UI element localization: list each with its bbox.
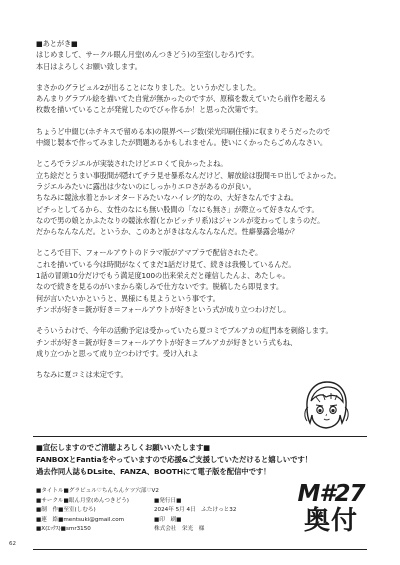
colophon-table xyxy=(36,487,266,535)
afterword-line: そういうわけで、今年の活動予定は受かっていたら夏コミでブルアカの紅門本を刺絡します。 xyxy=(36,326,333,336)
colophon-row xyxy=(36,506,266,516)
colophon-cell: ■連 絡■mentsuki@gmail.com xyxy=(36,516,125,523)
afterword-line: 本日はよろしくお願い致します。 xyxy=(36,61,142,71)
colophon-cell: ■発行日■ xyxy=(154,497,182,504)
afterword-line: 枚数を描いていることが発覚したのでびゃ作るか！と思った次第です。 xyxy=(36,105,263,115)
afterword-line: なので男の娘とかふたなりの競泳水着(とかピッチリ系)はジャンルが変わってしまうのだ。 xyxy=(36,215,325,225)
afterword-line: なので続きを見るのがいまから楽しみで仕方ないです。脱稿したら即見ます。 xyxy=(36,282,283,292)
author-face-icon xyxy=(298,377,354,433)
page-number: 62 xyxy=(9,541,16,547)
divider-top xyxy=(33,436,367,437)
colophon-row xyxy=(36,487,266,497)
colophon-row xyxy=(36,525,266,535)
okuzuke-title-block xyxy=(292,482,370,548)
event-marker: M#27 xyxy=(297,481,365,507)
afterword-paragraph xyxy=(36,158,376,237)
afterword-paragraph xyxy=(36,325,376,359)
afterword-line: ピチっとしてるから、女性のなにも無い股間の「なにも無さ」が際立って好きなんです。 xyxy=(36,204,319,214)
afterword-line: 1話の冒頭10分だけでもう満足度100の出来栄えだと確信したんよ、あたしゃ。 xyxy=(36,271,290,281)
afterword-line: ところでラジエルが実装されたけどエロくて良かったよね。 xyxy=(36,159,228,169)
afterword-line: ちなみに夏コミは未定です。 xyxy=(36,370,128,380)
afterword-line: ところで目下、フォールアウトのドラマ版がアマプラで配信されたぞ。 xyxy=(36,248,263,258)
afterword-text xyxy=(36,38,376,390)
colophon-cell: 2024年 5月 4日 ふたけっと32 xyxy=(154,507,237,514)
divider-bottom xyxy=(33,549,367,550)
colophon-cell: ■制 作■至室(しむろ) xyxy=(36,507,96,514)
afterword-paragraph xyxy=(36,38,376,72)
afterword-line: ちょうど中綴じ(ホチキスで留める本)の限界ページ数(栄光印刷住様)に収まりそうだったので xyxy=(36,126,331,136)
afterword-paragraph xyxy=(36,82,376,116)
afterword-line: はじめまして、サークル眼ん月堂(めんつきどう)の至室(しむろ)です。 xyxy=(36,50,259,60)
promo-section xyxy=(36,442,366,478)
promo-heading: ■宣伝しますのでご清聴よろしくお願いいたします■ xyxy=(36,443,211,452)
colophon-row xyxy=(36,497,266,507)
colophon-cell: ■サークル■眼ん月堂(めんつきどう) xyxy=(36,497,129,504)
promo-line: FANBOXとFantiaをやっていますので応援&ご支援していただけると嬉しいです！ xyxy=(36,455,312,464)
afterword-line: あんまりグラブル絵を描いてた自覚が無かったのですが、原稿を数えていたら前作を超える xyxy=(36,94,327,104)
afterword-line: 成り立つかと思って成り立つわけです。受け入れよ xyxy=(36,348,199,358)
colophon-cell: 株式会社 栄光 様 xyxy=(154,526,205,533)
colophon-cell: ■X(ｴｯｸｽ)■smr3150 xyxy=(36,526,91,533)
promo-line: 過去作同人誌もDLsite、FANZA、BOOTHにて電子版を配信中です！ xyxy=(36,467,271,476)
afterword-line: 立ち絵だとうまい事股間が隠れてチラ見せ暴系なんだけど、解放絵は股間モロ出しでよかった。 xyxy=(36,170,341,180)
colophon-row xyxy=(36,516,266,526)
colophon-cell: ■タイトル■グラビュル♡ちんちんケツ穴部♡V2 xyxy=(36,488,159,494)
afterword-line: ■あとがき■ xyxy=(36,39,78,48)
afterword-line: 中綴じ製本で作ってみましたが問題あるかもしれません。使いにくかったらごめんなさい。 xyxy=(36,138,328,148)
author-portrait-illustration xyxy=(298,377,354,433)
colophon-cell xyxy=(154,487,266,497)
afterword-line: 何が言いたいかというと、異様にも見ようという事です。 xyxy=(36,293,220,303)
okuzuke-title: 奥付 xyxy=(303,506,358,536)
afterword-line: これを描いている今は時間がなくてまだ1話だけ見て、続きは我慢しているんだ。 xyxy=(36,259,296,269)
afterword-line: ちなみに競泳水着とかレオタードみたいなハイレグ的なの、大好きなんですよね。 xyxy=(36,193,298,203)
afterword-line: チンポが好き＝銃が好き＝フォールアウトが好き＝ブルアカが好きという式もね、 xyxy=(36,337,298,347)
afterword-line: ラジエルみたいに露出は少ないのにしっかりエロさがあるのが良い。 xyxy=(36,181,256,191)
afterword-line: まさかのグラビュル2が出ることになりました。というかだしました。 xyxy=(36,82,261,92)
afterword-line: だからなんなんだ。というか、このあとがきはなんなんなんだ。性癖暴露会場か？ xyxy=(36,227,299,237)
afterword-line: チンポが好き＝銃が好き＝フォールアウトが好きという式が成り立つわけだし。 xyxy=(36,304,291,314)
afterword-paragraph xyxy=(36,247,376,315)
afterword-paragraph xyxy=(36,126,376,149)
colophon-cell: ■印 刷■ xyxy=(154,516,182,523)
